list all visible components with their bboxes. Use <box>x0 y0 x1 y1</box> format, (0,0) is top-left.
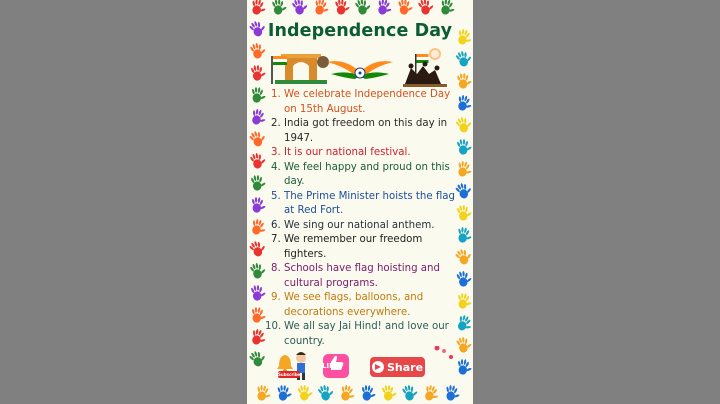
fact-text: We sing our national anthem. <box>284 219 435 231</box>
handprint-icon <box>398 0 413 15</box>
fact-text: The Prime Minister hoists the flag at Red Fort. <box>284 190 455 216</box>
handprint-icon <box>255 384 272 402</box>
handprint-icon <box>339 384 357 403</box>
handprint-icon <box>272 0 288 15</box>
fact-number: 10. <box>265 321 282 332</box>
fact-item <box>265 320 457 349</box>
handprint-icon <box>456 160 473 178</box>
handprint-icon <box>417 0 435 16</box>
handprint-icon <box>250 174 266 191</box>
handprint-icon <box>250 108 268 127</box>
fact-item <box>273 117 457 146</box>
post-card <box>247 0 473 404</box>
subscribe-button[interactable]: Subscribe <box>278 372 301 377</box>
fact-number: 6. <box>271 219 281 231</box>
handprint-icon <box>422 384 441 403</box>
hearts-icon <box>435 346 454 359</box>
handprint-icon <box>277 385 292 401</box>
handprint-icon <box>250 0 267 16</box>
fact-text: We feel happy and proud on this day. <box>284 161 450 187</box>
fact-item <box>273 291 457 320</box>
fact-item <box>273 161 457 190</box>
fact-number: 4. <box>271 161 281 173</box>
fact-text: We see flags, balloons, and decorations everywhere. <box>284 292 424 318</box>
fact-number: 7. <box>271 234 281 245</box>
handprint-icon <box>248 238 268 258</box>
handprint-icon <box>354 0 372 16</box>
handprint-icon <box>454 114 473 134</box>
handprint-icon <box>249 261 267 280</box>
handprint-icon <box>313 0 331 16</box>
handprint-icon <box>249 151 267 170</box>
share-icon <box>372 361 384 373</box>
tricolor-emblem-icon <box>327 61 393 79</box>
fact-item <box>273 262 457 291</box>
handprint-icon <box>291 0 310 16</box>
handprint-icon <box>297 384 314 401</box>
fact-number: 5. <box>271 190 281 202</box>
soldiers-flag-icon <box>403 48 447 87</box>
handprint-icon <box>456 270 473 288</box>
fact-text: We all say Jai Hind! and love our country. <box>284 321 449 347</box>
like-button[interactable]: LIKE <box>322 362 340 370</box>
fact-number: 1. <box>271 89 281 100</box>
fact-number: 3. <box>271 147 281 158</box>
handprint-icon <box>456 204 473 221</box>
share-button[interactable] <box>370 357 425 377</box>
handprint-icon <box>376 0 394 16</box>
fact-number: 8. <box>271 263 281 274</box>
handprint-icon <box>248 128 268 148</box>
handprint-icon <box>457 73 473 89</box>
india-gate-icon <box>271 54 329 84</box>
handprint-icon <box>454 49 473 69</box>
handprint-icon <box>456 292 473 309</box>
page-title: Independence Day <box>267 21 453 41</box>
handprint-icon <box>456 226 473 244</box>
fact-text: We celebrate Independence Day on 15th August. <box>284 89 451 115</box>
fact-text: It is our national festival. <box>284 147 411 158</box>
bottom-decor <box>247 346 473 386</box>
handprint-icon <box>381 384 397 401</box>
handprint-icon <box>456 94 473 112</box>
fact-number: 9. <box>271 292 281 303</box>
handprint-icon <box>335 0 350 15</box>
fact-text: Schools have flag hoisting and cultural programs. <box>284 263 440 289</box>
banner-illustration <box>265 44 455 90</box>
share-label: Share <box>386 360 424 374</box>
handprint-icon <box>401 383 419 401</box>
handprint-icon <box>250 284 266 301</box>
handprint-icon <box>250 218 268 237</box>
handprint-icon <box>444 384 461 402</box>
fact-item <box>273 233 457 262</box>
fact-item <box>273 146 457 161</box>
fact-item <box>273 219 457 234</box>
handprint-icon <box>439 0 457 16</box>
handprint-icon <box>456 138 472 155</box>
fact-number: 2. <box>271 118 281 129</box>
handprint-icon <box>250 197 266 214</box>
fact-text: India got freedom on this day in 1947. <box>284 118 448 144</box>
fact-text: We remember our freedom fighters. <box>284 234 423 260</box>
handprint-icon <box>360 385 376 402</box>
handprint-icon <box>455 313 473 333</box>
fact-item <box>273 190 457 219</box>
fact-item <box>273 88 457 117</box>
facts-list <box>265 88 457 349</box>
